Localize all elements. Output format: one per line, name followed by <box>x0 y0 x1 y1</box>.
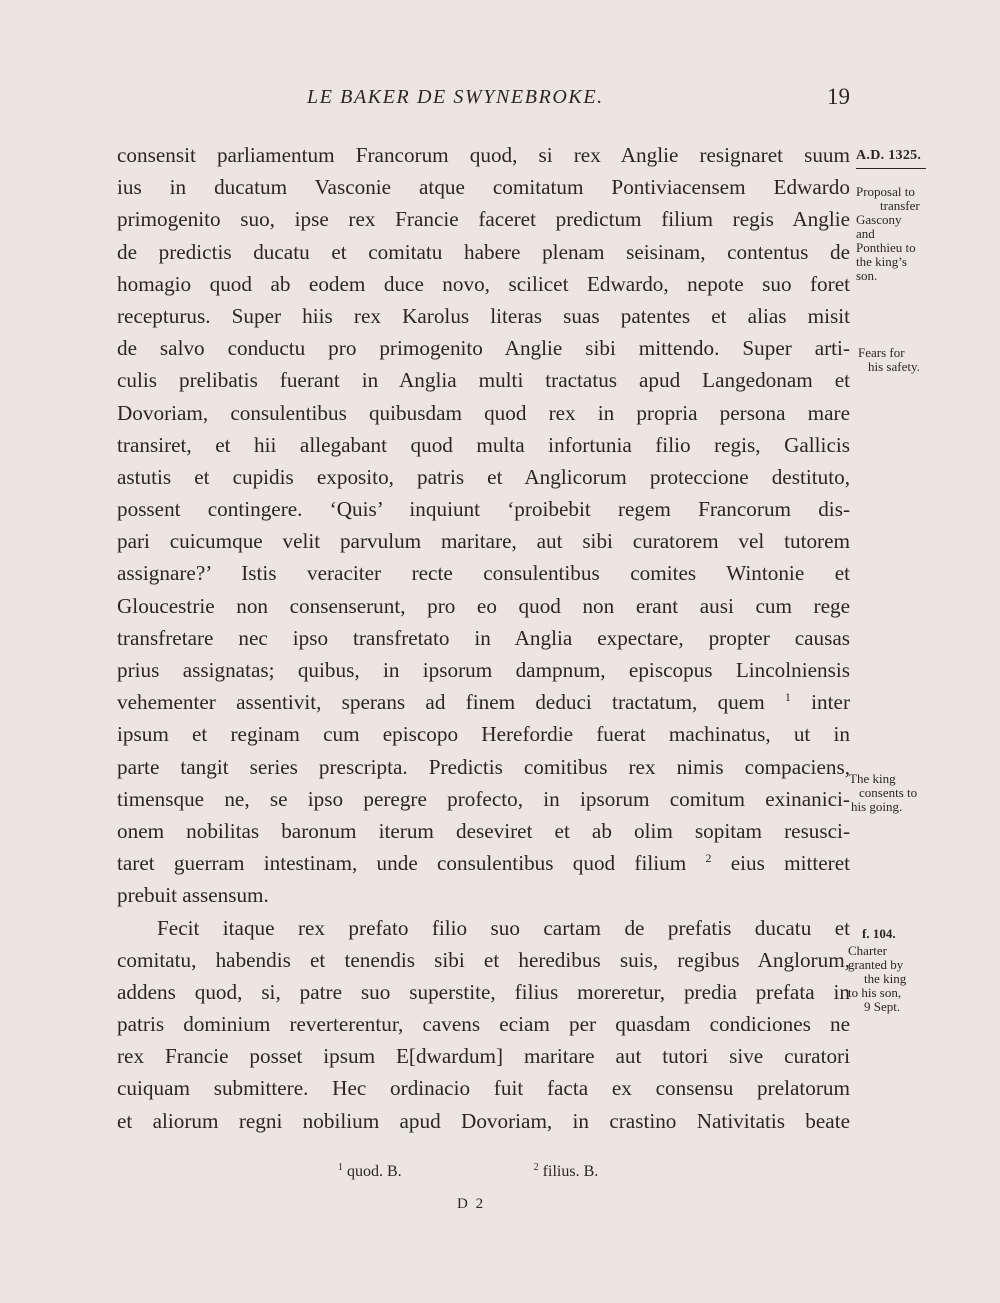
text-line: Gloucestrie non consenserunt, pro eo quod non erant ausi cum rege <box>117 593 850 618</box>
text-segment: vehementer assentivit, sperans ad finem deduci tractatum, quem <box>117 690 765 715</box>
text-line: primogenito suo, ipse rex Francie faceret predictum filium regis Anglie <box>117 207 850 232</box>
margin-note-line: his going. <box>851 799 903 814</box>
main-text <box>117 139 850 1137</box>
text-line: cuiquam submittere. Hec ordinacio fuit facta ex consensu prelatorum <box>117 1076 850 1101</box>
text-line: rex Francie posset ipsum E[dwardum] maritare aut tutori sive curatori <box>117 1044 850 1069</box>
page-header <box>117 86 850 116</box>
margin-note-fears <box>858 346 920 374</box>
margin-note-consents <box>849 772 917 814</box>
text-line: recepturus. Super hiis rex Karolus literas suas patentes et alias misit <box>117 303 850 328</box>
text-line <box>117 847 850 879</box>
text-line: possent contingere. ‘Quis’ inquiunt ‘proibebit regem Francorum dis- <box>117 497 850 522</box>
text-segment: inter <box>811 690 850 715</box>
margin-note-line: son. <box>856 268 878 283</box>
signature-mark: D 2 <box>457 1196 486 1212</box>
margin-note-line: Ponthieu to <box>856 240 916 255</box>
footnote-ref: 1 <box>784 690 791 705</box>
text-line: Fecit itaque rex prefato filio suo cartam de prefatis ducatu et <box>157 915 850 940</box>
text-line: comitatu, habendis et tenendis sibi et heredibus suis, regibus Anglorum, <box>117 947 850 972</box>
text-line: de salvo conductu pro primogenito Anglie sibi mittendo. Super arti- <box>117 336 850 361</box>
text-line: transiret, et hii allegabant quod multa infortunia filio regis, Gallicis <box>117 432 850 457</box>
text-line: assignare?’ Istis veraciter recte consulentibus comites Wintonie et <box>117 561 850 586</box>
text-line: consensit parliamentum Francorum quod, si rex Anglie resignaret suum <box>117 143 850 167</box>
footnote-mark: 2 <box>533 1162 539 1173</box>
margin-note-line: Gascony <box>856 212 902 227</box>
margin-note-line: Fears for <box>858 345 905 360</box>
margin-note-charter <box>848 944 906 1014</box>
text-line: transfretare nec ipso transfretato in Anglia expectare, propter causas <box>117 625 850 650</box>
text-line: pari cuicumque velit parvulum maritare, aut sibi curatorem vel tutorem <box>117 529 850 554</box>
margin-note-line: transfer <box>880 198 920 213</box>
text-line: astutis et cupidis exposito, patris et Anglicorum proteccione destituto, <box>117 464 850 489</box>
text-line <box>117 686 850 718</box>
footnote-mark: 1 <box>338 1162 343 1173</box>
text-line: addens quod, si, patre suo superstite, filius moreretur, predia prefata in <box>117 979 850 1004</box>
footnote <box>338 1163 402 1181</box>
text-line: culis prelibatis fuerant in Anglia multi tractatus apud Langedonam et <box>117 368 850 393</box>
margin-note-line: 9 Sept. <box>864 999 901 1014</box>
text-line: prius assignatas; quibus, in ipsorum dampnum, episcopus Lincolniensis <box>117 658 850 682</box>
text-line: ius in ducatum Vasconie atque comitatum Pontiviacensem Edwardo <box>117 175 850 200</box>
text-line: ipsum et reginam cum episcopo Herefordie fuerat machinatus, ut in <box>117 722 850 747</box>
margin-year: A.D. 1325. <box>856 149 926 169</box>
text-segment: taret guerram intestinam, unde consulentibus quod filium <box>117 851 687 876</box>
text-line: patris dominium reverterentur, cavens eciam per quasdam condiciones ne <box>117 1012 850 1037</box>
text-line: homagio quod ab eodem duce novo, scilicet Edwardo, nepote suo foret <box>117 271 850 296</box>
text-line: et aliorum regni nobilium apud Dovoriam, in crastino Nativitatis beate <box>117 1108 850 1133</box>
running-title: LE BAKER DE SWYNEBROKE. <box>307 86 604 108</box>
margin-note-line: the king <box>864 971 907 986</box>
margin-note-line: Charter <box>848 943 887 958</box>
text-line: onem nobilitas baronum iterum deseviret et ab olim sopitam resusci- <box>117 818 850 843</box>
text-line: parte tangit series prescripta. Predictis comitibus rex nimis compaciens, <box>117 754 850 779</box>
footnotes <box>338 1163 726 1181</box>
footnote-ref: 2 <box>705 851 712 866</box>
text-line: de predictis ducatu et comitatu habere plenam seisinam, contentus de <box>117 239 850 264</box>
margin-note-line: consents to <box>859 785 918 800</box>
folio-mark: f. 104. <box>862 926 896 941</box>
footnote <box>534 1163 599 1181</box>
text-line: prebuit assensum. <box>117 883 269 908</box>
margin-note-line: to his son, <box>848 985 902 1000</box>
page-number: 19 <box>827 84 850 109</box>
margin-note-line: Proposal to <box>856 184 915 199</box>
margin-note-line: and <box>856 226 875 241</box>
text-line: timensque ne, se ipso peregre profecto, in ipsorum comitum exinanici- <box>117 786 850 811</box>
footnote-text: quod. B. <box>347 1163 402 1180</box>
footnote-text: filius. B. <box>542 1163 599 1180</box>
margin-note-line: granted by <box>848 957 904 972</box>
margin-note-proposal <box>856 185 920 283</box>
text-line: Dovoriam, consulentibus quibusdam quod rex in propria persona mare <box>117 400 850 425</box>
margin-note-line: The king <box>849 771 896 786</box>
text-segment: eius mitteret <box>730 851 851 876</box>
margin-note-line: his safety. <box>868 359 920 374</box>
margin-note-line: the king’s <box>856 254 907 269</box>
